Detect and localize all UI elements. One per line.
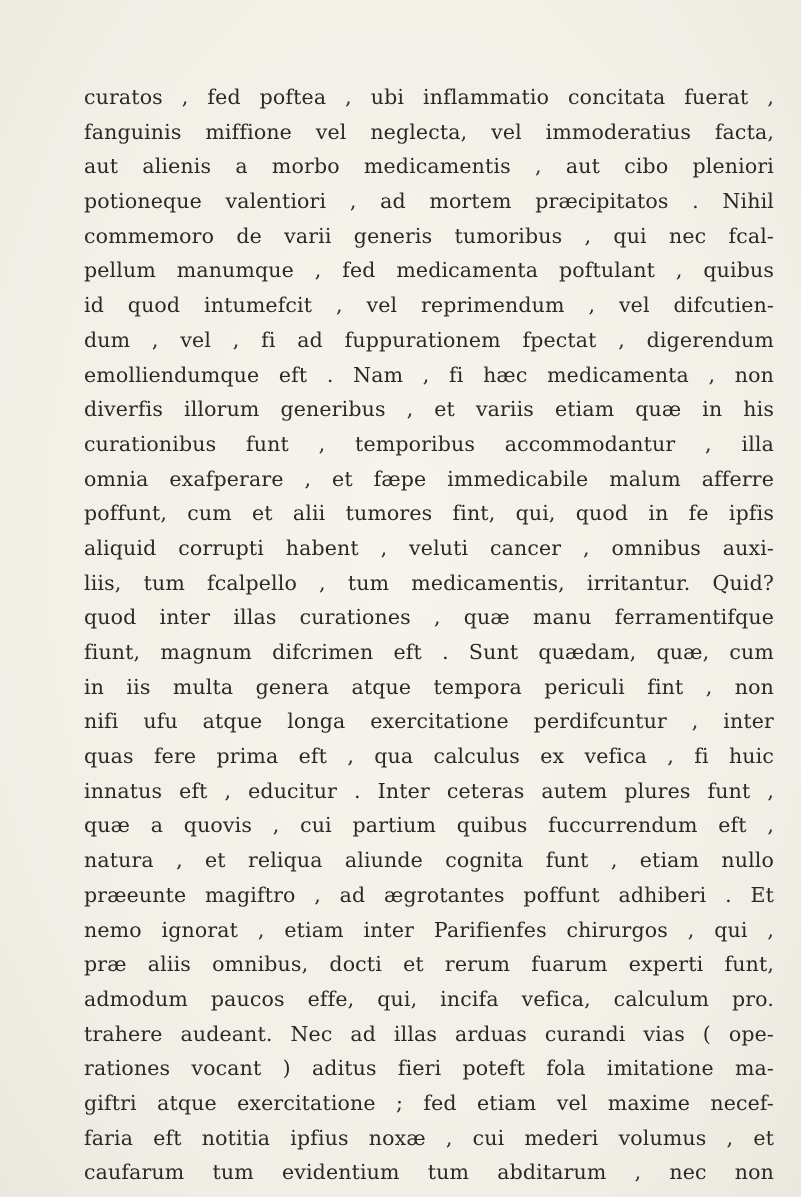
text-line: pellum manumque , fed medicamenta poftulant , quibus bbox=[84, 258, 774, 283]
text-line: curationibus funt , temporibus accommodantur , illa bbox=[84, 431, 774, 456]
text-line: præeunte magiftro , ad ægrotantes poffunt adhiberi . Et bbox=[84, 882, 774, 907]
text-line: dum , vel , fi ad fuppurationem fpectat , digerendum bbox=[84, 327, 774, 352]
text-line: nemo ignorat , etiam inter Parifienfes chirurgos , qui , bbox=[84, 917, 774, 942]
text-line: id quod intumefcit , vel reprimendum , vel difcutien- bbox=[84, 293, 774, 318]
text-line: liis, tum fcalpello , tum medicamentis, irritantur. Quid? bbox=[84, 570, 774, 595]
text-line: præ aliis omnibus, docti et rerum fuarum experti funt, bbox=[84, 952, 774, 977]
text-line: potioneque valentiori , ad mortem præcipitatos . Nihil bbox=[84, 189, 774, 214]
text-line: omnia exafperare , et fæpe immedicabile malum afferre bbox=[84, 466, 774, 491]
text-line: quod inter illas curationes , quæ manu ferramentifque bbox=[84, 605, 774, 630]
text-line: nifi ufu atque longa exercitatione perdifcuntur , inter bbox=[84, 709, 774, 734]
body-text bbox=[84, 80, 774, 1190]
text-line: faria eft notitia ipfius noxæ , cui mederi volumus , et bbox=[84, 1125, 774, 1150]
text-line: rationes vocant ) aditus fieri poteft fola imitatione ma- bbox=[84, 1056, 774, 1081]
text-line: diverfis illorum generibus , et variis etiam quæ in his bbox=[84, 397, 774, 422]
text-line: commemoro de varii generis tumoribus , qui nec fcal- bbox=[84, 223, 774, 248]
text-line: innatus eft , educitur . Inter ceteras autem plures funt , bbox=[84, 778, 774, 803]
text-line: caufarum tum evidentium tum abditarum , nec non bbox=[84, 1160, 774, 1185]
text-line: fanguinis miffione vel neglecta, vel immoderatius facta, bbox=[84, 119, 774, 144]
text-line: curatos , fed poftea , ubi inflammatio concitata fuerat , bbox=[84, 85, 774, 109]
text-line: aliquid corrupti habent , veluti cancer , omnibus auxi- bbox=[84, 535, 774, 560]
text-line: quas fere prima eft , qua calculus ex vefica , fi huic bbox=[84, 744, 774, 769]
text-line: emolliendumque eft . Nam , fi hæc medicamenta , non bbox=[84, 362, 774, 387]
text-line: trahere audeant. Nec ad illas arduas curandi vias ( ope- bbox=[84, 1021, 774, 1046]
text-line: natura , et reliqua aliunde cognita funt , etiam nullo bbox=[84, 848, 774, 873]
text-line: aut alienis a morbo medicamentis , aut cibo pleniori bbox=[84, 154, 774, 179]
text-line: in iis multa genera atque tempora periculi fint , non bbox=[84, 674, 774, 699]
text-line: admodum paucos effe, qui, incifa vefica, calculum pro. bbox=[84, 986, 774, 1011]
text-line: quæ a quovis , cui partium quibus fuccurrendum eft , bbox=[84, 813, 774, 838]
text-line: poffunt, cum et alii tumores fint, qui, quod in fe ipfis bbox=[84, 501, 774, 526]
text-line: fiunt, magnum difcrimen eft . Sunt quædam, quæ, cum bbox=[84, 640, 774, 664]
text-line: giftri atque exercitatione ; fed etiam vel maxime necef- bbox=[84, 1090, 774, 1115]
